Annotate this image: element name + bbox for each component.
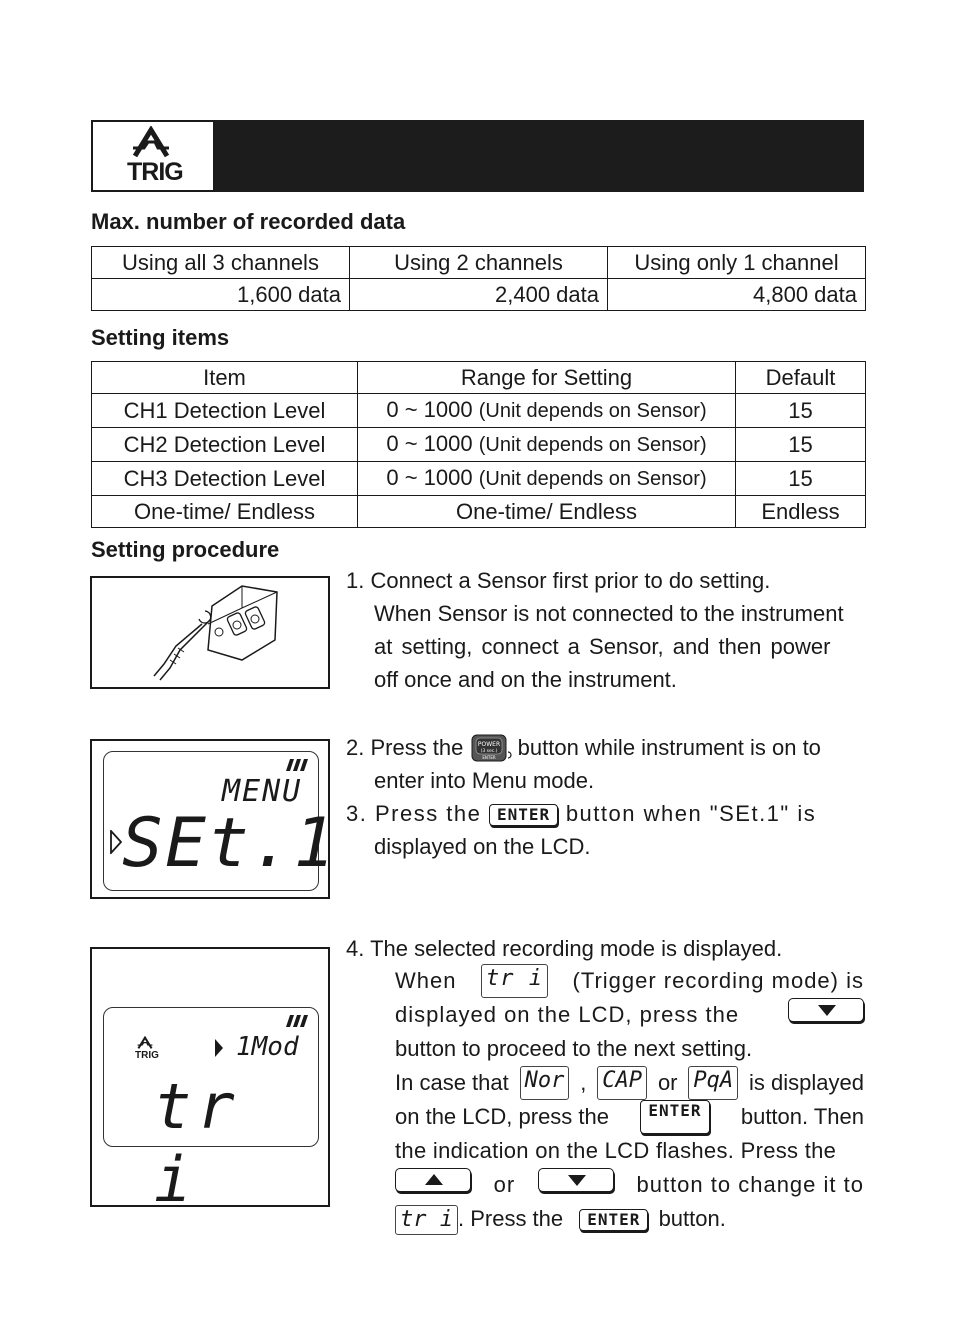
step-3-line: 3. Press the ENTER button when "SEt.1" is [346,801,817,827]
battery-icon [284,1014,312,1028]
table-header-cell: Item [92,362,358,394]
step-1-line: at setting, connect a Sensor, and then power [374,634,831,659]
table-row [92,279,866,311]
down-arrow-key-icon [538,1168,614,1192]
selector-arrow-icon [110,830,122,854]
table-cell-range: One-time/ Endless [358,496,736,528]
step-2-3 [346,731,864,863]
lcd-menu-figure [90,739,337,899]
table-cell-default: 15 [736,428,866,462]
step-2-line: enter into Menu mode. [374,768,595,794]
lcd-pqa-indicator: PqA [688,1066,738,1100]
table-cell-range: 0 ~ 1000 (Unit depends on Sensor) [358,462,736,496]
step-4-line: 4. The selected recording mode is displayed. [346,936,783,961]
trig-label: TRIG [127,158,183,186]
step-1-line: off once and on the instrument. [374,667,677,692]
table-cell-default: 15 [736,394,866,428]
step-4-line: tr i . Press the ENTER button. [395,1202,864,1236]
lcd-mod-text: 1Mod [236,1032,299,1062]
section-title-setting-items: Setting items [91,325,230,350]
table-cell-item: CH2 Detection Level [92,428,358,462]
table-cell-range: 0 ~ 1000 (Unit depends on Sensor) [358,428,736,462]
table-cell-item: CH1 Detection Level [92,394,358,428]
setting-items-table [91,361,866,528]
max-data-table [91,246,866,311]
table-cell-range: 0 ~ 1000 (Unit depends on Sensor) [358,394,736,428]
svg-text:POWER: POWER [477,741,500,749]
table-cell: 1,600 data [92,279,350,311]
lcd-main-text: SEt.1 [122,804,337,883]
svg-text:(3 sec.): (3 sec.) [480,749,497,755]
step-4-line: In case that Nor , CAP or PqA is displayed [395,1066,864,1100]
section-title-max-data: Max. number of recorded data [91,209,406,234]
enter-key-icon: ENTER [489,804,558,826]
lcd-cap-indicator: CAP [597,1066,647,1100]
battery-icon [284,758,312,772]
sensor-plug-illustration [92,578,328,687]
table-header-cell: Using all 3 channels [92,247,350,279]
table-cell-default: 15 [736,462,866,496]
table-cell-item: One-time/ Endless [92,496,358,528]
step-2-line: 2. Press the POWER (3 sec.) ENTER button while instrument is on to [346,731,864,764]
table-header-row [92,247,866,279]
svg-text:ENTER: ENTER [481,755,496,761]
step-4-line: the indication on the LCD flashes. Press the [395,1138,837,1163]
down-arrow-key-icon [788,998,864,1022]
lcd-tri-indicator: tr i [395,1205,458,1235]
step-4-line: button to proceed to the next setting. [395,1036,753,1061]
step-4-line: on the LCD, press the ENTER button. Then [395,1100,864,1134]
table-row [92,428,866,462]
table-header-cell: Using only 1 channel [608,247,866,279]
power-enter-button-icon [470,734,512,764]
lcd-screen [103,1007,319,1216]
table-cell-item: CH3 Detection Level [92,462,358,496]
table-cell: 2,400 data [350,279,608,311]
lcd-trigger-figure [90,947,330,1216]
table-row [92,496,866,528]
table-header-cell: Using 2 channels [350,247,608,279]
step-3-line: displayed on the LCD. [374,834,591,860]
sensor-connection-figure [90,576,330,689]
table-header-cell: Default [736,362,866,394]
step-4-line: When tr i (Trigger recording mode) is [395,964,864,998]
trigger-icon [131,126,171,160]
enter-key-icon: ENTER [579,1209,648,1231]
lcd-tri-indicator: tr i [481,964,548,998]
step-1-line: When Sensor is not connected to the instrument [374,601,844,626]
step-1-line: 1. Connect a Sensor first prior to do setting. [346,568,771,593]
lcd-screen [103,751,337,891]
section-title-procedure: Setting procedure [91,537,280,562]
table-header-row [92,362,866,394]
mode-icon-box [91,120,215,192]
lcd-nor-indicator: Nor [520,1066,570,1100]
step-1 [346,564,864,696]
lcd-menu-text: MENU [222,774,303,809]
lcd-main-text: tr i [154,1070,241,1216]
header-bar [215,120,864,192]
table-header-cell: Range for Setting [358,362,736,394]
up-arrow-key-icon [395,1168,471,1192]
step-4-line: displayed on the LCD, press the [395,998,864,1032]
step-4-line: or button to change it to [395,1168,864,1202]
lcd-trig-label: TRIG [135,1050,159,1061]
table-row [92,462,866,496]
table-cell-default: Endless [736,496,866,528]
table-cell: 4,800 data [608,279,866,311]
selector-arrow-icon [214,1038,224,1058]
enter-key-icon: ENTER [640,1100,709,1134]
table-row [92,394,866,428]
step-4-body [395,964,864,1236]
trigger-icon [136,1036,154,1050]
